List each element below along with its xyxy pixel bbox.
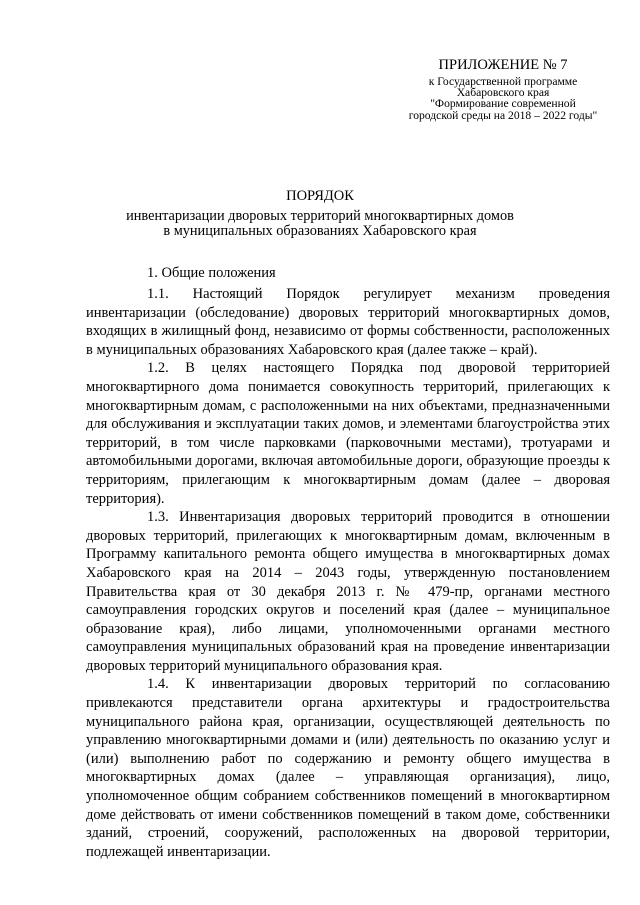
appendix-title: ПРИЛОЖЕНИЕ № 7 [438,57,568,73]
document-subtitle-line: инвентаризации дворовых территорий многоквартирных домов [126,208,514,224]
section-title: 1. Общие положения [147,265,276,281]
appendix-line: городской среды на 2018 – 2022 годы" [408,108,598,122]
document-title: ПОРЯДОК [286,188,354,204]
appendix-block [388,57,618,121]
paragraph-1-2: 1.2. В целях настоящего Порядка под дворовой территорией многоквартирного дома понимается совокупность территорий, прилегающих к многоквартирным домам, с расположенными на них объектами, предназначенными для обслуживания и эксплуатации таких домов, и элементами благоустройства этих территорий, в том числе парковками (парковочными местами), тротуарами и автомобильными дорогами, включая автомобильные дороги, образующие проезды к территориям, прилегающим к многоквартирным домам (далее – дворовая территория). [86,360,610,507]
paragraph-1-3: 1.3. Инвентаризация дворовых территорий проводится в отношении дворовых территорий, прилегающих к многоквартирным домам, включенным в Программу капитального ремонта общего имущества в многоквартирных домах Хабаровского края на 2014 – 2043 годы, утвержденную постановлением Правительства края от 30 декабря 2013 г. № 479-пр, органами местного самоуправления городских округов и поселений края (далее – муниципальное образование края), либо лицами, уполномоченными органами местного самоуправления муниципальных образований края на проведение инвентаризации дворовых территорий муниципального образования края. [86,509,610,674]
section-body [86,285,610,861]
appendix-line: к Государственной программе [428,75,578,88]
appendix-line: "Формирование современной [430,97,576,111]
appendix-line: Хабаровского края [456,86,550,100]
paragraph-1-4: 1.4. К инвентаризации дворовых территорий по согласованию привлекаются представители органа архитектуры и градостроительства муниципального района края, организации, осуществляющей деятельность по управлению многоквартирными домами и (или) деятельность по оказанию услуг и (или) выполнению работ по содержанию и ремонту общего имущества в многоквартирных домах (далее – управляющая организация), лицо, уполномоченное общим собранием собственников помещений в многоквартирном доме действовать от имени собственников помещений в таком доме, собственники зданий, строений, сооружений, расположенных на дворовой территории, подлежащей инвентаризации. [86,676,610,860]
paragraph-1-1: 1.1. Настоящий Порядок регулирует механизм проведения инвентаризации (обследование) дворовых территорий многоквартирных домов, входящих в жилищный фонд, независимо от формы собственности, расположенных в муниципальных образованиях Хабаровского края (далее также – край). [86,286,610,358]
document-subtitle-line: в муниципальных образованиях Хабаровского края [163,222,477,239]
document-heading [70,187,570,238]
